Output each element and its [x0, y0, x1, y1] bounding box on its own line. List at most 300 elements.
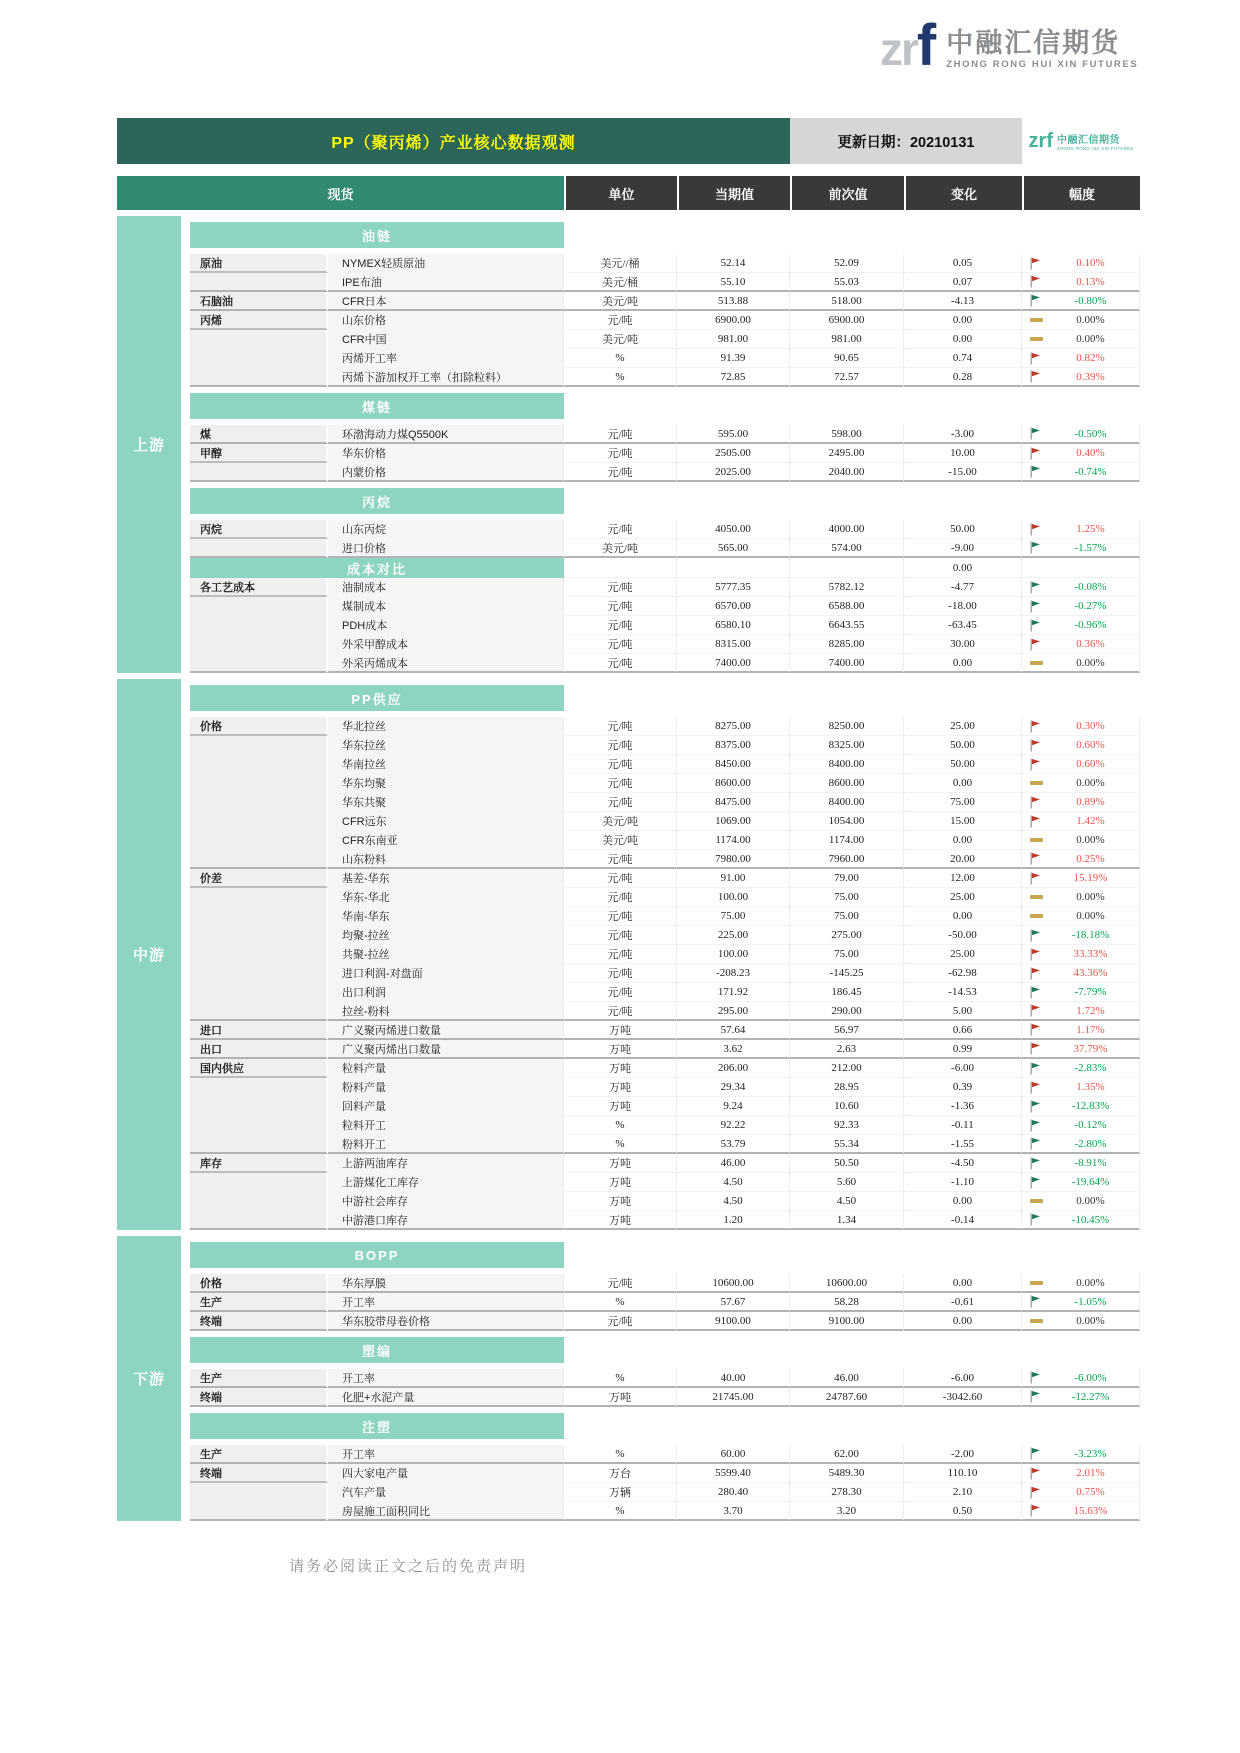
- amplitude-cell: [1022, 1483, 1140, 1502]
- change-value: -18.00: [904, 597, 1022, 616]
- table-row: [190, 1116, 1140, 1135]
- amplitude-value: 0.00%: [1076, 656, 1105, 669]
- row-label: 煤: [190, 425, 328, 444]
- amplitude-value: 0.60%: [1076, 758, 1105, 770]
- current-value: 4050.00: [677, 520, 790, 539]
- row-label: [190, 1502, 328, 1521]
- current-value: 3.62: [677, 1040, 790, 1059]
- current-value: 55.10: [677, 273, 790, 292]
- amplitude-cell: [1022, 254, 1140, 273]
- previous-value: 6643.55: [790, 616, 904, 635]
- amplitude-cell: [1022, 926, 1140, 945]
- indicator-name: 煤制成本: [328, 597, 564, 616]
- row-label: [190, 616, 328, 635]
- amplitude-value: 43.36%: [1073, 967, 1108, 979]
- unit-value: %: [564, 1116, 677, 1135]
- change-value: -62.98: [904, 964, 1022, 983]
- amplitude-cell: [1022, 1369, 1140, 1388]
- down-flag-icon: [1030, 929, 1056, 942]
- table-row: [190, 368, 1140, 387]
- mini-logo: [1022, 118, 1140, 164]
- current-value: 57.64: [677, 1021, 790, 1040]
- current-value: 7400.00: [677, 654, 790, 673]
- table-body: [117, 216, 1140, 1521]
- current-value: -208.23: [677, 964, 790, 983]
- flat-dash-icon: [1030, 1281, 1056, 1285]
- amplitude-cell: [1022, 616, 1140, 635]
- unit-value: 元/吨: [564, 888, 677, 907]
- amplitude-cell: [1022, 736, 1140, 755]
- current-value: 52.14: [677, 254, 790, 273]
- change-value: -6.00: [904, 1369, 1022, 1388]
- row-label: [190, 888, 328, 907]
- up-flag-icon: [1030, 852, 1056, 865]
- indicator-name: 外采丙烯成本: [328, 654, 564, 673]
- indicator-name: 基差-华东: [328, 869, 564, 888]
- section-band: 油链: [190, 222, 564, 248]
- region-body-downstream: [190, 1236, 1140, 1521]
- amplitude-cell: [1022, 597, 1140, 616]
- change-value: 25.00: [904, 717, 1022, 736]
- amplitude-value: 1.17%: [1076, 1023, 1105, 1036]
- indicator-name: 丙烯开工率: [328, 349, 564, 368]
- amplitude-value: -0.80%: [1074, 294, 1107, 307]
- table-row: [190, 578, 1140, 597]
- current-value: 4.50: [677, 1192, 790, 1211]
- indicator-name: 汽车产量: [328, 1483, 564, 1502]
- row-label: [190, 926, 328, 945]
- amplitude-cell: [1022, 1312, 1140, 1331]
- unit-value: %: [564, 1293, 677, 1312]
- row-label: 终端: [190, 1312, 328, 1331]
- change-value: 0.00: [904, 1192, 1022, 1211]
- unit-value: %: [564, 1445, 677, 1464]
- down-flag-icon: [1030, 1390, 1056, 1403]
- previous-value: 55.03: [790, 273, 904, 292]
- unit-value: 万辆: [564, 1483, 677, 1502]
- amplitude-cell: [1022, 273, 1140, 292]
- indicator-name: 外采甲醇成本: [328, 635, 564, 654]
- previous-value: 62.00: [790, 1445, 904, 1464]
- region-midstream: [117, 679, 1140, 1230]
- column-header-unit: 单位: [564, 176, 677, 210]
- current-value: 100.00: [677, 945, 790, 964]
- amplitude-value: 0.89%: [1076, 796, 1105, 808]
- table-row: [190, 520, 1140, 539]
- amplitude-cell: [1022, 888, 1140, 907]
- amplitude-value: -0.27%: [1074, 600, 1107, 612]
- table-row: [190, 793, 1140, 812]
- change-value: 25.00: [904, 945, 1022, 964]
- indicator-name: 中游港口库存: [328, 1211, 564, 1230]
- indicator-name: 华东-华北: [328, 888, 564, 907]
- change-value: 0.39: [904, 1078, 1022, 1097]
- row-label: 价格: [190, 717, 328, 736]
- up-flag-icon: [1030, 1467, 1056, 1480]
- unit-value: 元/吨: [564, 869, 677, 888]
- indicator-name: 上游煤化工库存: [328, 1173, 564, 1192]
- previous-value: 8325.00: [790, 736, 904, 755]
- current-value: 8600.00: [677, 774, 790, 793]
- indicator-name: 广义聚丙烯进口数量: [328, 1021, 564, 1040]
- change-value: 50.00: [904, 736, 1022, 755]
- current-value: 10600.00: [677, 1274, 790, 1293]
- table-row: [190, 926, 1140, 945]
- indicator-name: 华南-华东: [328, 907, 564, 926]
- previous-value: 6900.00: [790, 311, 904, 330]
- table-row: [190, 539, 1140, 558]
- column-header-previous: 前次值: [790, 176, 904, 210]
- down-flag-icon: [1030, 1295, 1056, 1308]
- table-row: [190, 254, 1140, 273]
- down-flag-icon: [1030, 1100, 1056, 1113]
- change-value: 50.00: [904, 520, 1022, 539]
- change-value: -14.53: [904, 983, 1022, 1002]
- indicator-name: 华东厚膜: [328, 1274, 564, 1293]
- previous-value: 52.09: [790, 254, 904, 273]
- previous-value: 2040.00: [790, 463, 904, 482]
- previous-value: 518.00: [790, 292, 904, 311]
- amplitude-value: 0.00%: [1076, 1276, 1105, 1289]
- amplitude-value: 0.36%: [1076, 638, 1105, 650]
- indicator-name: CFR中国: [328, 330, 564, 349]
- indicator-name: 拉丝-粉料: [328, 1002, 564, 1021]
- unit-value: 元/吨: [564, 597, 677, 616]
- table-row: [190, 1483, 1140, 1502]
- amplitude-cell: [1022, 850, 1140, 869]
- previous-value: 275.00: [790, 926, 904, 945]
- table-row: [190, 983, 1140, 1002]
- up-flag-icon: [1030, 1023, 1056, 1036]
- table-row: [190, 1312, 1140, 1331]
- amplitude-value: 0.25%: [1076, 852, 1105, 865]
- page-title: PP（聚丙烯）产业核心数据观测: [117, 118, 790, 164]
- amplitude-value: -10.45%: [1071, 1213, 1110, 1226]
- previous-value: 24787.60: [790, 1388, 904, 1407]
- unit-value: 万吨: [564, 1192, 677, 1211]
- amplitude-cell: [1022, 983, 1140, 1002]
- row-label: [190, 463, 328, 482]
- change-value: 20.00: [904, 850, 1022, 869]
- previous-value: 56.97: [790, 1021, 904, 1040]
- change-value: 10.00: [904, 444, 1022, 463]
- down-flag-icon: [1030, 541, 1056, 554]
- previous-value: 55.34: [790, 1135, 904, 1154]
- previous-value: 5782.12: [790, 578, 904, 597]
- unit-value: 万台: [564, 1464, 677, 1483]
- unit-value: 元/吨: [564, 774, 677, 793]
- amplitude-cell: [1022, 1464, 1140, 1483]
- empty-cell: [790, 558, 904, 578]
- indicator-name: 华东价格: [328, 444, 564, 463]
- amplitude-cell: [1022, 635, 1140, 654]
- table-row: [190, 425, 1140, 444]
- change-value: -0.11: [904, 1116, 1022, 1135]
- unit-value: 元/吨: [564, 616, 677, 635]
- previous-value: 75.00: [790, 907, 904, 926]
- side-label-text: 中游: [132, 947, 165, 964]
- amplitude-value: 0.00%: [1076, 1314, 1105, 1327]
- amplitude-value: 37.79%: [1073, 1042, 1108, 1055]
- current-value: 595.00: [677, 425, 790, 444]
- table-row: [190, 774, 1140, 793]
- indicator-name: 山东丙烷: [328, 520, 564, 539]
- amplitude-cell: [1022, 330, 1140, 349]
- unit-value: 元/吨: [564, 926, 677, 945]
- amplitude-cell: [1022, 1173, 1140, 1192]
- row-label: [190, 1173, 328, 1192]
- indicator-name: 丙烯下游加权开工率（扣除粒料）: [328, 368, 564, 387]
- amplitude-cell: [1022, 1059, 1140, 1078]
- indicator-name: 回料产量: [328, 1097, 564, 1116]
- flat-dash-icon: [1030, 914, 1056, 918]
- indicator-name: 开工率: [328, 1445, 564, 1464]
- unit-value: 万吨: [564, 1097, 677, 1116]
- change-value: 0.00: [904, 330, 1022, 349]
- amplitude-value: 0.10%: [1076, 257, 1105, 269]
- current-value: 8315.00: [677, 635, 790, 654]
- previous-value: 5.60: [790, 1173, 904, 1192]
- unit-value: %: [564, 368, 677, 387]
- previous-value: 3.20: [790, 1502, 904, 1521]
- flat-dash-icon: [1030, 318, 1056, 322]
- down-flag-icon: [1030, 619, 1056, 632]
- table-row: [190, 1059, 1140, 1078]
- amplitude-value: -2.80%: [1074, 1137, 1107, 1150]
- up-flag-icon: [1030, 739, 1056, 752]
- up-flag-icon: [1030, 638, 1056, 651]
- title-row: [117, 118, 1140, 164]
- table-row: [190, 1192, 1140, 1211]
- change-value: 50.00: [904, 755, 1022, 774]
- table-row: [190, 1464, 1140, 1483]
- row-label: [190, 983, 328, 1002]
- up-flag-icon: [1030, 1081, 1056, 1094]
- table-row: [190, 1388, 1140, 1407]
- amplitude-value: 0.00%: [1076, 333, 1105, 345]
- up-flag-icon: [1030, 523, 1056, 536]
- down-flag-icon: [1030, 1213, 1056, 1226]
- section-band-row: [190, 482, 1140, 520]
- current-value: 91.00: [677, 869, 790, 888]
- section-band-row: [190, 1236, 1140, 1274]
- current-value: 206.00: [677, 1059, 790, 1078]
- amplitude-cell: [1022, 520, 1140, 539]
- change-value: 30.00: [904, 635, 1022, 654]
- row-label: [190, 1116, 328, 1135]
- unit-value: 元/吨: [564, 945, 677, 964]
- change-value: 15.00: [904, 812, 1022, 831]
- unit-value: 美元/吨: [564, 539, 677, 558]
- indicator-name: 山东价格: [328, 311, 564, 330]
- amplitude-value: -12.83%: [1071, 1100, 1110, 1112]
- change-value: -4.77: [904, 578, 1022, 597]
- current-value: 1174.00: [677, 831, 790, 850]
- current-value: 6580.10: [677, 616, 790, 635]
- row-label: 生产: [190, 1445, 328, 1464]
- indicator-name: 广义聚丙烯出口数量: [328, 1040, 564, 1059]
- previous-value: 4000.00: [790, 520, 904, 539]
- current-value: 295.00: [677, 1002, 790, 1021]
- change-value: 110.10: [904, 1464, 1022, 1483]
- column-header-amplitude: 幅度: [1022, 176, 1140, 210]
- table-row: [190, 635, 1140, 654]
- unit-value: 元/吨: [564, 635, 677, 654]
- amplitude-cell: [1022, 774, 1140, 793]
- indicator-name: CFR远东: [328, 812, 564, 831]
- table-row: [190, 869, 1140, 888]
- change-value: 75.00: [904, 793, 1022, 812]
- amplitude-value: -0.12%: [1074, 1119, 1107, 1131]
- change-value: -0.14: [904, 1211, 1022, 1230]
- row-label: 各工艺成本: [190, 578, 328, 597]
- indicator-name: 粉料开工: [328, 1135, 564, 1154]
- side-label-text: 上游: [132, 437, 165, 454]
- row-label: 价格: [190, 1274, 328, 1293]
- amplitude-value: 1.35%: [1076, 1081, 1105, 1093]
- amplitude-value: -0.96%: [1074, 619, 1107, 631]
- amplitude-cell: [1022, 539, 1140, 558]
- current-value: 5599.40: [677, 1464, 790, 1483]
- amplitude-cell: [1022, 1274, 1140, 1293]
- indicator-name: 华北拉丝: [328, 717, 564, 736]
- amplitude-value: 1.72%: [1076, 1004, 1105, 1017]
- table-row: [190, 1502, 1140, 1521]
- amplitude-value: 0.39%: [1076, 370, 1105, 383]
- previous-value: 5489.30: [790, 1464, 904, 1483]
- up-flag-icon: [1030, 1486, 1056, 1499]
- table-row: [190, 330, 1140, 349]
- unit-value: 美元/吨: [564, 831, 677, 850]
- change-value: 0.00: [904, 907, 1022, 926]
- amplitude-value: 15.63%: [1073, 1504, 1108, 1517]
- amplitude-value: 0.13%: [1076, 275, 1105, 288]
- row-label: 丙烷: [190, 520, 328, 539]
- down-flag-icon: [1030, 986, 1056, 999]
- amplitude-cell: [1022, 1116, 1140, 1135]
- unit-value: 元/吨: [564, 736, 677, 755]
- down-flag-icon: [1030, 427, 1056, 440]
- unit-value: 万吨: [564, 1021, 677, 1040]
- row-label: [190, 736, 328, 755]
- previous-value: 6588.00: [790, 597, 904, 616]
- indicator-name: CFR东南亚: [328, 831, 564, 850]
- unit-value: 元/吨: [564, 444, 677, 463]
- unit-value: 元/吨: [564, 520, 677, 539]
- unit-value: 万吨: [564, 1211, 677, 1230]
- previous-value: 212.00: [790, 1059, 904, 1078]
- indicator-name: 房屋施工面积同比: [328, 1502, 564, 1521]
- table-row: [190, 1040, 1140, 1059]
- current-value: 40.00: [677, 1369, 790, 1388]
- change-value: 0.28: [904, 368, 1022, 387]
- amplitude-value: -0.50%: [1074, 427, 1107, 440]
- row-label: [190, 368, 328, 387]
- empty-cell: [677, 558, 790, 578]
- unit-value: %: [564, 349, 677, 368]
- table-row: [190, 945, 1140, 964]
- side-label-midstream: [117, 679, 181, 1230]
- current-value: 981.00: [677, 330, 790, 349]
- change-value: -3.00: [904, 425, 1022, 444]
- unit-value: 美元/吨: [564, 330, 677, 349]
- section-band: 煤链: [190, 393, 564, 419]
- amplitude-value: 1.25%: [1076, 523, 1105, 535]
- indicator-name: NYMEX轻质原油: [328, 254, 564, 273]
- row-label: [190, 273, 328, 292]
- indicator-name: 油制成本: [328, 578, 564, 597]
- company-logo: [880, 13, 1139, 78]
- column-header-change: 变化: [904, 176, 1022, 210]
- amplitude-cell: [1022, 1135, 1140, 1154]
- change-value: -3042.60: [904, 1388, 1022, 1407]
- up-flag-icon: [1030, 352, 1056, 365]
- row-label: 生产: [190, 1293, 328, 1312]
- amplitude-value: -7.79%: [1074, 986, 1107, 998]
- section-band: 丙烷: [190, 488, 564, 514]
- indicator-name: 华东拉丝: [328, 736, 564, 755]
- amplitude-cell: [1022, 717, 1140, 736]
- amplitude-cell: [1022, 1502, 1140, 1521]
- previous-value: 290.00: [790, 1002, 904, 1021]
- amplitude-value: -1.57%: [1074, 541, 1107, 554]
- row-label: 库存: [190, 1154, 328, 1173]
- section-band: 注塑: [190, 1413, 564, 1439]
- current-value: 46.00: [677, 1154, 790, 1173]
- amplitude-cell: [1022, 578, 1140, 597]
- indicator-name: 上游两油库存: [328, 1154, 564, 1173]
- current-value: 565.00: [677, 539, 790, 558]
- unit-value: 万吨: [564, 1388, 677, 1407]
- section-band: BOPP: [190, 1242, 564, 1268]
- row-label: [190, 330, 328, 349]
- previous-value: 7960.00: [790, 850, 904, 869]
- table-row: [190, 1211, 1140, 1230]
- amplitude-cell: [1022, 444, 1140, 463]
- table-row: [190, 812, 1140, 831]
- amplitude-value: 33.33%: [1073, 948, 1108, 960]
- change-value: -63.45: [904, 616, 1022, 635]
- section-band-row: [190, 1331, 1140, 1369]
- amplitude-value: 0.00%: [1076, 1195, 1105, 1207]
- unit-value: 美元//桶: [564, 254, 677, 273]
- row-label: 终端: [190, 1388, 328, 1407]
- previous-value: 2.63: [790, 1040, 904, 1059]
- flat-dash-icon: [1030, 1319, 1056, 1323]
- disclaimer-note: 请务必阅读正文之后的免责声明: [289, 1559, 528, 1575]
- current-value: 8475.00: [677, 793, 790, 812]
- indicator-name: 粒料产量: [328, 1059, 564, 1078]
- unit-value: 元/吨: [564, 1274, 677, 1293]
- change-value: 0.07: [904, 273, 1022, 292]
- row-label: [190, 654, 328, 673]
- amplitude-value: 0.00%: [1076, 891, 1105, 903]
- section-band-row: [190, 1407, 1140, 1445]
- change-value: -1.36: [904, 1097, 1022, 1116]
- change-value: -1.55: [904, 1135, 1022, 1154]
- previous-value: 9100.00: [790, 1312, 904, 1331]
- previous-value: 90.65: [790, 349, 904, 368]
- amplitude-cell: [1022, 793, 1140, 812]
- unit-value: 美元/吨: [564, 292, 677, 311]
- current-value: 72.85: [677, 368, 790, 387]
- current-value: 21745.00: [677, 1388, 790, 1407]
- amplitude-cell: [1022, 425, 1140, 444]
- current-value: 57.67: [677, 1293, 790, 1312]
- indicator-name: 进口利润-对盘面: [328, 964, 564, 983]
- up-flag-icon: [1030, 872, 1056, 885]
- amplitude-cell: [1022, 755, 1140, 774]
